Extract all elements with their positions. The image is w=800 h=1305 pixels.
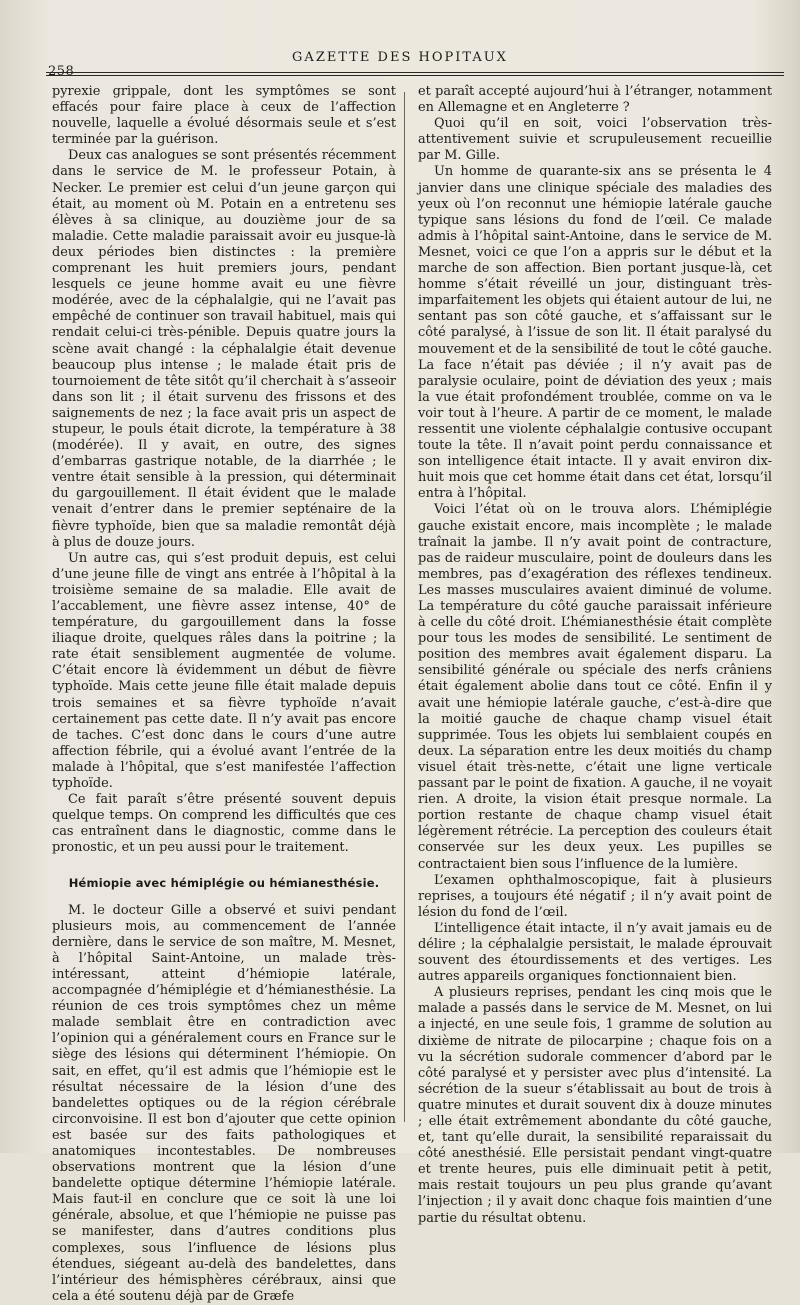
paragraph: L’examen ophthalmoscopique, fait à plusieurs reprises, a toujours été négatif ; il n’y avait point de lésion du fond de l’œil. xyxy=(418,872,772,920)
paragraph: L’intelligence était intacte, il n’y avait jamais eu de délire ; la céphalalgie persistait, le malade éprouvait souvent des étourdissements et des vertiges. Les autres appareils organiques fonctionnaient bien. xyxy=(418,920,772,985)
page-number: 258 xyxy=(48,64,75,79)
journal-title: GAZETTE DES HOPITAUX xyxy=(292,50,508,65)
section-heading: Hémiopie avec hémiplégie ou hémianesthésie. xyxy=(68,875,380,890)
column-divider xyxy=(404,92,405,1122)
right-column xyxy=(418,84,772,1227)
paragraph: Voici l’état où on le trouva alors. L’hémiplégie gauche existait encore, mais incomplète ; le malade traînait la jambe. Il n’y avait point de contracture, pas de raideur musculaire, point de douleurs dans les membres, pas d’exagération des réflexes tendineux. Les masses musculaires avaient diminué de volume. La température du côté gauche paraissait inférieure à celle du côté droit. L’hémianesthésie était complète pour tous les modes de sensibilité. Le sentiment de position des membres avait également disparu. La sensibilité générale ou spéciale des nerfs crâniens était également abolie dans tout ce côté. Enfin il y avait une hémiopie latérale gauche, c’est-à-dire que la moitié gauche de chaque champ visuel était supprimée. Tous les objets lui semblaient coupés en deux. La séparation entre les deux moitiés du champ visuel était très-nette, c’était une ligne verticale passant par le point de fixation. A gauche, il ne voyait rien. A droite, la vision était presque normale. La portion restante de chaque champ visuel était légèrement rétrécie. La perception des couleurs était conservée sur les deux yeux. Les pupilles se contractaient bien sous l’influence de la lumière. xyxy=(418,502,772,872)
left-column xyxy=(52,84,396,1305)
paragraph: Un autre cas, qui s’est produit depuis, est celui d’une jeune fille de vingt ans entrée à l’hôpital à la troisième semaine de sa maladie. Elle avait de l’accablement, une fièvre assez intense, 40° de température, du gargouillement dans la fosse iliaque droite, quelques râles dans la poitrine ; la rate était sensiblement augmentée de volume. C’était encore là évidemment un début de fièvre typhoïde. Mais cette jeune fille était malade depuis trois semaines et sa fièvre typhoïde n’avait certainement pas cette date. Il n’y avait pas encore de taches. C’est donc dans le cours d’une autre affection fébrile, qui a évolué avant l’entrée de la malade à l’hôpital, que s’est manifestée l’affection typhoïde. xyxy=(52,550,396,792)
paragraph: Deux cas analogues se sont présentés récemment dans le service de M. le professeur Potain, à Necker. Le premier est celui d’un jeune garçon qui était, au moment où M. Potain en a entretenu ses élèves à sa clinique, au douzième jour de sa maladie. Cette maladie paraissait avoir eu jusque-là deux périodes bien distinctes : la première comprenant les huit premiers jours, pendant lesquels ce jeune homme avait eu une fièvre modérée, avec de la céphalalgie, qui ne l’avait pas empêché de continuer son travail habituel, mais qui rendait celui-ci très-pénible. Depuis quatre jours la scène avait changé : la céphalalgie était devenue beaucoup plus intense ; le malade était pris de tournoiement de tête sitôt qu’il cherchait à s’asseoir dans son lit ; il était survenu des frissons et des saignements de nez ; la face avait pris un aspect de stupeur, le pouls était dicrote, la température à 38 (modérée). Il y avait, en outre, des signes d’embarras gastrique notable, de la diarrhée ; le ventre était sensible à la pression, qui déterminait du gargouillement. Il était évident que le malade venait d’entrer dans le premier septénaire de la fièvre typhoïde, bien que sa maladie remontât déjà à plus de douze jours. xyxy=(52,148,396,550)
paragraph: A plusieurs reprises, pendant les cinq mois que le malade a passés dans le service de M. Mesnet, on lui a injecté, en une seule fois, 1 gramme de solution au dixième de nitrate de pilocarpine ; chaque fois on a vu la sécrétion sudorale commencer d’abord par le côté paralysé et y persister avec plus d’intensité. La sécrétion de la sueur s’établissait au bout de trois à quatre minutes et durait souvent dix à douze minutes ; elle était extrêmement abondante du côté gauche, et, tant qu’elle durait, la sensibilité reparaissait du côté anesthésié. Elle persistait pendant vingt-quatre et trente heures, puis elle diminuait petit à petit, mais restait toujours un peu plus grande qu’avant l’injection ; il y avait donc chaque fois maintien d’une partie du résultat obtenu. xyxy=(418,985,772,1226)
paragraph: pyrexie grippale, dont les symptômes se sont effacés pour faire place à ceux de l’affection nouvelle, laquelle a évolué désormais seule et s’est terminée par la guérison. xyxy=(52,84,396,148)
header-rule xyxy=(46,72,784,76)
paragraph: M. le docteur Gille a observé et suivi pendant plusieurs mois, au commencement de l’année dernière, dans le service de son maître, M. Mesnet, à l’hôpital Saint-Antoine, un malade très-intéressant, atteint d’hémiopie latérale, accompagnée d’hémiplégie et d’hémianesthésie. La réunion de ces trois symptômes chez un même malade semblait être en contradiction avec l’opinion qui a généralement cours en France sur le siège des lésions qui déterminent l’hémiopie. On sait, en effet, qu’il est admis que l’hémiopie est le résultat nécessaire de la lésion d’une des bandelettes optiques ou de la région cérébrale circonvoisine. Il est bon d’ajouter que cette opinion est basée sur des faits pathologiques et anatomiques incontestables. De nombreuses observations montrent que la lésion d’une bandelette optique détermine l’hémiopie latérale. Mais faut-il en conclure que ce soit là une loi générale, absolue, et que l’hémiopie ne puisse pas se manifester, dans d’autres conditions plus complexes, sous l’influence de lésions plus étendues, siégeant au-delà des bandelettes, dans l’intérieur des hémisphères cérébraux, ainsi que cela a été soutenu déjà par de Græfe xyxy=(52,902,396,1304)
paragraph: et paraît accepté aujourd’hui à l’étranger, notamment en Allemagne et en Angleterre ? xyxy=(418,84,772,116)
paragraph: Un homme de quarante-six ans se présenta le 4 janvier dans une clinique spéciale des maladies des yeux où l’on reconnut une hémiopie latérale gauche typique sans lésions du fond de l’œil. Ce malade admis à l’hôpital saint-Antoine, dans le service de M. Mesnet, voici ce que l’on a appris sur le début et la marche de son affection. Bien portant jusque-là, cet homme s’était réveillé un jour, distinguant très-imparfaitement les objets qui étaient autour de lui, ne sentant pas son côté gauche, et s’affaissant sur le côté paralysé, à l’issue de son lit. Il était paralysé du mouvement et de la sensibilité de tout le côté gauche. La face n’était pas déviée ; il n’y avait pas de paralysie oculaire, point de déviation des yeux ; mais la vue était profondément troublée, comme on va le voir tout à l’heure. A partir de ce moment, le malade ressentit une violente céphalalgie contusive occupant toute la tête. Il n’avait point perdu connaissance et son intelligence était intacte. Il y avait environ dix-huit mois que cet homme était dans cet état, lorsqu’il entra à l’hôpital. xyxy=(418,164,773,502)
paragraph: Ce fait paraît s’être présenté souvent depuis quelque temps. On comprend les difficultés que ces cas entraînent dans le diagnostic, comme dans le pronostic, et un peu aussi pour le traitement. xyxy=(52,792,396,856)
paragraph: Quoi qu’il en soit, voici l’observation très-attentivement suivie et scrupuleusement recueillie par M. Gille. xyxy=(418,116,772,164)
